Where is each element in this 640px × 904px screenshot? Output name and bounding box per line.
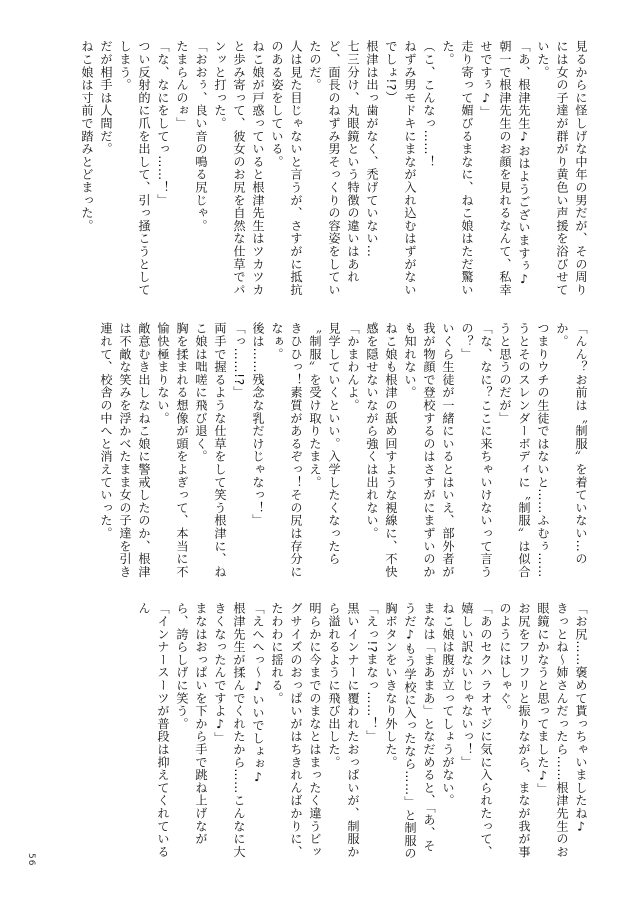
text-paragraph: ねずみ男モドキにまなが入れ込むはずがないでしょ!?）: [384, 40, 417, 296]
text-paragraph: 両手で握るような仕草をして笑う根津に、ねこ娘は咄嗟に飛び退く。: [194, 322, 227, 578]
text-paragraph: 「な、なに？ここに来ちゃいけないって言うの？」: [460, 322, 493, 578]
text-paragraph: 「んん？お前は〝制服〟を着ていない…のか。: [555, 322, 588, 566]
text-paragraph: 見るからに怪しげな中年の男だが、その周りには女の子達が群がり黄色い声援を浴びせていた。: [536, 40, 588, 296]
text-paragraph: ねこ娘は腹が立ってしょうがない。: [441, 602, 455, 807]
text-paragraph: 七三分け、丸眼鏡という特徴の違いはあれど、面長のねずみ男そっくりの容姿をしていたのだ。: [308, 40, 360, 296]
text-paragraph: 「あ、根津先生♪おはようございますぅ♪: [517, 40, 531, 287]
text-paragraph: まなはおっぱいを下から手で跳ね上げながら、誇らしげに笑う。: [175, 602, 208, 846]
text-paragraph: つい反射的に爪を出して、引っ掻こうとしてしまう。: [118, 40, 151, 296]
text-paragraph: 「な、なにをしてっ……！」: [156, 40, 170, 207]
text-tier-bottom: [24, 602, 590, 864]
text-paragraph: 「えへへっ〜♪いいでしょぉ♪: [251, 602, 265, 785]
text-paragraph: 「えっ!?まなっ……！」: [365, 602, 379, 743]
text-paragraph: 「っ……!?」: [232, 322, 246, 399]
text-paragraph: 「かまわんよ。: [346, 322, 360, 412]
text-paragraph: 「インナースーツが普段は抑えてくれているん: [137, 602, 170, 858]
text-paragraph: ねこ娘も根津の舐め回すような視線に、不快感を隠せないながら強くは出れない。: [365, 322, 398, 578]
text-paragraph: 「おおぅ、良い音の鳴る尻じゃ。: [194, 40, 208, 232]
text-paragraph: たまらんのぉ」: [175, 40, 189, 130]
text-paragraph: 根津先生が揉んでくれたから……こんなに大きくなったんですよ♪」: [213, 602, 246, 858]
page-number: 56: [26, 852, 36, 866]
text-tier-top: [24, 40, 590, 302]
text-paragraph: 敵意むき出しなねこ娘に警戒したのか、根津は不敵な笑みを浮かべたまま女の子達を引き連れて、校舎の中へと消えていった。: [99, 322, 151, 578]
text-paragraph: きっとね〜姉さんだったら……根津先生のお眼鏡にかなうと思ってました♪」: [536, 602, 569, 858]
text-paragraph: 人は見た目じゃないと言うが、さすがに抵抗のある姿をしている。: [270, 40, 303, 296]
text-paragraph: （こ、こんなっ……！: [422, 40, 436, 168]
text-paragraph: 後は……残念な乳だけじゃなっ！」: [251, 322, 265, 527]
text-paragraph: 朝一で根津先生のお顔を見れるなんて、私幸せですぅ♪」: [479, 40, 512, 296]
text-paragraph: ねこ娘は寸前で踏みとどまった。: [80, 40, 94, 232]
text-paragraph: 根津は出っ歯がなく、禿げていない…: [365, 40, 379, 258]
text-paragraph: 走り寄って媚びるまなに、ねこ娘はただ驚いた。: [441, 40, 474, 296]
text-paragraph: 見学していくといい。入学したくなったら〝制服〟を受け取りたまえ。: [308, 322, 341, 566]
text-paragraph: 胸を揉まれる想像が頭をよぎって、本当に不愉快極まりない。: [156, 322, 189, 578]
text-paragraph: 「あのセクハラオヤジに気に入られたって、嬉しい訳ないじゃないっ！」: [460, 602, 493, 858]
text-paragraph: 「お尻……褒めて貰っちゃいましたね♪: [574, 602, 588, 835]
text-paragraph: まなは「まあまあ」となだめると、「あ、そうだ♪もう学校に入ったなら……」と制服の胸ボタンをいきなり外した。: [384, 602, 436, 860]
text-tier-middle: [24, 322, 590, 584]
text-paragraph: お尻をフリフリと振りながら、まなが我が事のようにはしゃぐ。: [498, 602, 531, 858]
text-paragraph: つまりウチの生徒ではないと……ふむぅ……: [536, 322, 550, 578]
text-paragraph: うとそのスレンダーボディに〝制服〟は似合うと思うのだが」: [498, 322, 531, 578]
text-paragraph: いくら生徒が一緒にいるとはいえ、部外者が我が物顔で登校するのはさすがにまずいのかも知れない。: [403, 322, 455, 578]
text-paragraph: 黒いインナーに覆われたおっぱいが、制服から溢れるように飛び出した。: [327, 602, 360, 858]
text-paragraph: きひひっ！素質があるぞっ！その尻は存分になぁ。: [270, 322, 303, 578]
text-paragraph: だが相手は人間だ。: [99, 40, 113, 156]
text-paragraph: 明らかに今までのまなとはまったく違うビッグサイズのおっぱいがはちきれんばかりに、たわわに揺れる。: [270, 602, 322, 858]
text-paragraph: ねこ娘が戸惑っていると根津先生はツカツカと歩み寄って、彼女のお尻を自然な仕草でパンッと打った。: [213, 40, 265, 296]
